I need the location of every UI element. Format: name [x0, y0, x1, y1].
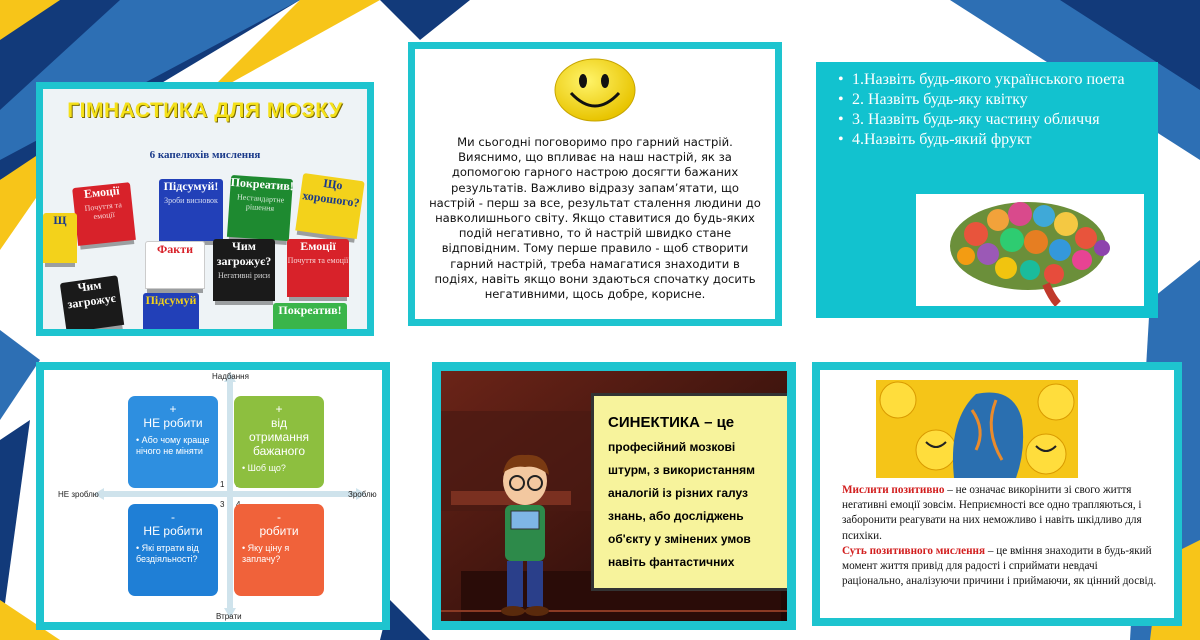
hat-white [145, 241, 205, 289]
quadrant-3 [128, 504, 218, 596]
poster-line: знань, або досліджень [608, 509, 744, 523]
list-item: • 4.Назвіть будь-який фрукт [838, 130, 1158, 150]
hat-green-2 [273, 303, 347, 329]
term-positive-thinking: Мислити позитивно [842, 484, 945, 496]
quadrant-number: 3 [220, 500, 225, 509]
quadrant-sign: + [275, 402, 283, 416]
quadrant-bullet-text: Яку ціну я заплачу? [242, 543, 290, 564]
quadrant-sign: - [277, 510, 281, 524]
slide-thinking-hats[interactable] [36, 82, 374, 336]
hat-label: Чим загрожує? [216, 239, 272, 268]
hat-label: Що хорошого? [301, 175, 361, 211]
quadrant-bullet: • Які втрати від бездіяльності? [136, 543, 199, 564]
slide-questions[interactable] [816, 62, 1158, 318]
smiley-icon [553, 57, 637, 123]
hat-label: Підсумуй [145, 293, 197, 307]
poster-board [591, 393, 787, 591]
paragraph-text: – це вміння знаходити в будь-який момент життя привід для радості і сприймати невдачі раціонально, аналізуючи причини і приймаючи, як цінний досвід. [842, 544, 1157, 588]
quadrant-bullet: • Яку ціну я заплачу? [242, 543, 290, 564]
hat-yellow-left [43, 213, 77, 263]
hat-label: Факти [156, 242, 194, 256]
poster-line: об'єкту у змінених умов [608, 532, 751, 546]
hat-label: Підсумуй! [163, 179, 219, 193]
list-item: • 2. Назвіть будь-яку квітку [838, 90, 1158, 110]
hat-black: Чим загрожує? Негативні риси [213, 239, 275, 301]
positive-thinking-text [842, 483, 1160, 589]
question-list [816, 62, 1158, 150]
slide-title: ГІМНАСТИКА ДЛЯ МОЗКУ [67, 99, 343, 122]
hat-label: Щ [53, 213, 67, 227]
hat-yellow [295, 173, 364, 239]
poster-line: СИНЕКТИКА – це [608, 414, 735, 431]
quadrant-1 [128, 396, 218, 488]
hat-red: Емоції Почуття та емоції [72, 182, 136, 246]
quadrant-bullet-text: Або чому краще нічого не міняти [136, 435, 210, 456]
flower-brain-image [916, 194, 1144, 306]
hat-label: Емоції [83, 183, 121, 201]
slide-good-mood[interactable] [408, 42, 782, 326]
paragraph-text: – не означає викорінити зі свого життя негативні емоції зовсім. Неприємності все одно трапляються, і заборонити реагувати на них неможливо і навіть шкідливо для психіки. [842, 484, 1142, 542]
axis-bottom-label: Втрати [216, 612, 242, 621]
quadrant-4 [234, 504, 324, 596]
poster-line: навіть фантастичних [608, 555, 735, 569]
axis-right-label: Зроблю [348, 490, 377, 499]
list-item: • 3. Назвіть будь-яку частину обличчя [838, 110, 1158, 130]
quadrant-sign: - [171, 510, 175, 524]
quadrant-sign: + [169, 402, 177, 416]
mood-text: Ми сьогодні поговоримо про гарний настрій. Вияснимо, що впливає на наш настрій, як за допомогою гарного настрою досягти бажаних результатів. Важливо відразу запам’ятати, що настрій - перш за все, результат сталення людини до навколишнього світу. Якщо ставитися до будь-яких подій негативно, то й настрій швидко стане відповідним. Тому перше правило - щоб створити гарний настрій, треба намагатися знаходити в подіях, навіть якщо вони здаються спочатку досить негативними, щось добре, корисне. [429, 135, 761, 302]
hat-label: Покреатив! [278, 303, 342, 317]
smileys-head-image [876, 380, 1078, 478]
slide-subtitle: 6 капелюхів мислення [149, 149, 261, 161]
hat-blue-2 [143, 293, 199, 329]
quadrant-title: НЕ робити [143, 524, 203, 538]
term-essence: Суть позитивного мислення [842, 544, 986, 557]
quadrant-title: від отримання бажаного [249, 416, 309, 458]
quadrant-bullet-text: Шоб що? [247, 463, 286, 473]
quadrant-title: НЕ робити [143, 416, 203, 430]
poster-line: штурм, з використанням [608, 463, 755, 477]
slide-synectics[interactable] [432, 362, 796, 630]
hat-black-2 [60, 275, 124, 329]
cartoon-boy-icon [477, 451, 573, 619]
axis-left-label: НЕ зроблю [58, 490, 99, 499]
axis-top-label: Надбання [212, 372, 249, 381]
quadrant-title: робити [259, 524, 299, 538]
hat-label: Емоції [300, 239, 336, 253]
hat-red-2: Емоції Почуття та емоції [287, 239, 349, 297]
hat-label: Чим загрожує [66, 277, 117, 312]
quadrant-2 [234, 396, 324, 488]
hat-label: Покреатив! [230, 174, 295, 194]
slide-positive-thinking[interactable] [812, 362, 1182, 626]
quadrant-bullet: • Шоб що? [242, 463, 286, 473]
poster-line: аналогій із різних галуз [608, 486, 748, 500]
quadrant-bullet-text: Які втрати від бездіяльності? [136, 543, 199, 564]
poster-line: професійний мозкові [608, 440, 736, 454]
quadrant-number: 1 [220, 480, 225, 489]
list-item: • 1.Назвіть будь-якого українського поета [838, 70, 1158, 90]
quadrant-bullet: • Або чому краще нічого не міняти [136, 435, 210, 456]
hat-blue: Підсумуй! Зроби висновок [159, 179, 223, 241]
hat-green: Покреатив! Нестандартне рішення [227, 175, 293, 241]
slide-decision-matrix[interactable] [36, 362, 390, 630]
